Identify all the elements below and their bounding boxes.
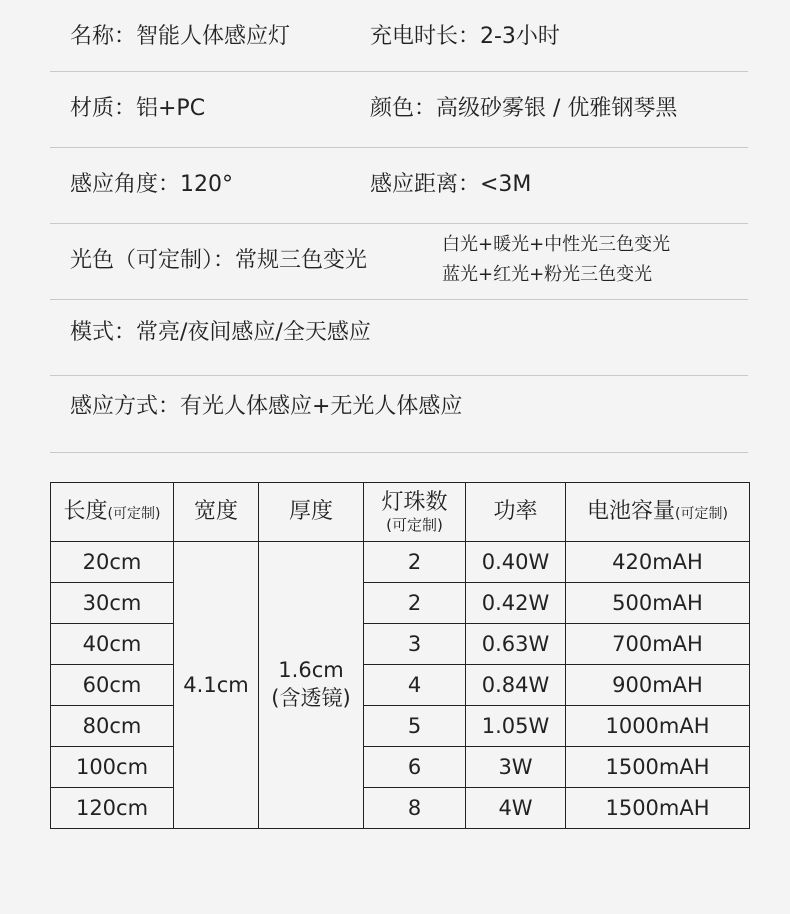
cell-length: 80cm [51,706,174,747]
cell-beads: 4 [364,665,466,706]
cell-length: 30cm [51,583,174,624]
cell-length: 100cm [51,747,174,788]
cell-beads: 5 [364,706,466,747]
header-battery-suffix: (可定制) [675,505,728,522]
table-row [51,788,750,829]
spec-row-name-charge [50,0,748,72]
spec-light-color-option-2: 蓝光+红光+粉光三色变光 [442,264,653,285]
header-power: 功率 [466,483,566,542]
cell-length: 60cm [51,665,174,706]
table-row [51,747,750,788]
spec-row-angle-distance [50,148,748,224]
spec-name: 名称：智能人体感应灯 [70,24,291,49]
cell-power: 3W [466,747,566,788]
header-length-suffix: (可定制) [107,505,161,522]
header-thickness: 厚度 [259,483,364,542]
header-length [51,483,174,542]
header-beads [364,483,466,542]
header-beads-sub: (可定制) [386,515,443,534]
cell-length: 20cm [51,542,174,583]
table-row [51,542,750,583]
cell-power: 0.84W [466,665,566,706]
spec-sensing-distance: 感应距离：<3M [370,172,532,197]
spec-color: 颜色：高级砂雾银 / 优雅钢琴黑 [370,96,678,121]
header-length-label: 长度 [63,498,108,524]
header-width: 宽度 [174,483,259,542]
spec-charge-time: 充电时长：2-3小时 [370,24,560,49]
header-beads-label: 灯珠数 [381,489,448,515]
cell-power: 0.40W [466,542,566,583]
cell-battery: 700mAH [566,624,750,665]
spec-sensing-method: 感应方式：有光人体感应+无光人体感应 [70,394,463,419]
spec-mode: 模式：常亮/夜间感应/全天感应 [70,320,371,345]
cell-beads: 8 [364,788,466,829]
spec-row-light-color [50,224,748,300]
table-row [51,665,750,706]
cell-battery: 500mAH [566,583,750,624]
thickness-note: (含透镜) [271,686,351,710]
thickness-value: 1.6cm [278,658,344,682]
cell-battery: 420mAH [566,542,750,583]
cell-beads: 2 [364,583,466,624]
cell-width: 4.1cm [174,542,259,829]
header-battery-label: 电池容量 [587,498,676,524]
cell-power: 0.63W [466,624,566,665]
cell-battery: 1500mAH [566,747,750,788]
cell-battery: 900mAH [566,665,750,706]
header-battery [566,483,750,542]
table-row [51,706,750,747]
cell-battery: 1500mAH [566,788,750,829]
cell-battery: 1000mAH [566,706,750,747]
cell-power: 0.42W [466,583,566,624]
cell-thickness [259,542,364,829]
spec-sensing-angle: 感应角度：120° [70,172,233,197]
cell-length: 40cm [51,624,174,665]
cell-power: 1.05W [466,706,566,747]
spec-row-sensing-method [50,376,748,453]
table-row [51,624,750,665]
cell-length: 120cm [51,788,174,829]
cell-power: 4W [466,788,566,829]
spec-material: 材质：铝+PC [70,96,206,121]
spec-row-mode [50,300,748,376]
table-row [51,583,750,624]
cell-beads: 3 [364,624,466,665]
spec-light-color-option-1: 白光+暖光+中性光三色变光 [442,234,671,255]
cell-beads: 6 [364,747,466,788]
spec-light-color: 光色（可定制）：常规三色变光 [70,248,368,273]
cell-beads: 2 [364,542,466,583]
table-header-row [51,483,750,542]
spec-table [50,482,750,829]
spec-row-material-color [50,72,748,148]
